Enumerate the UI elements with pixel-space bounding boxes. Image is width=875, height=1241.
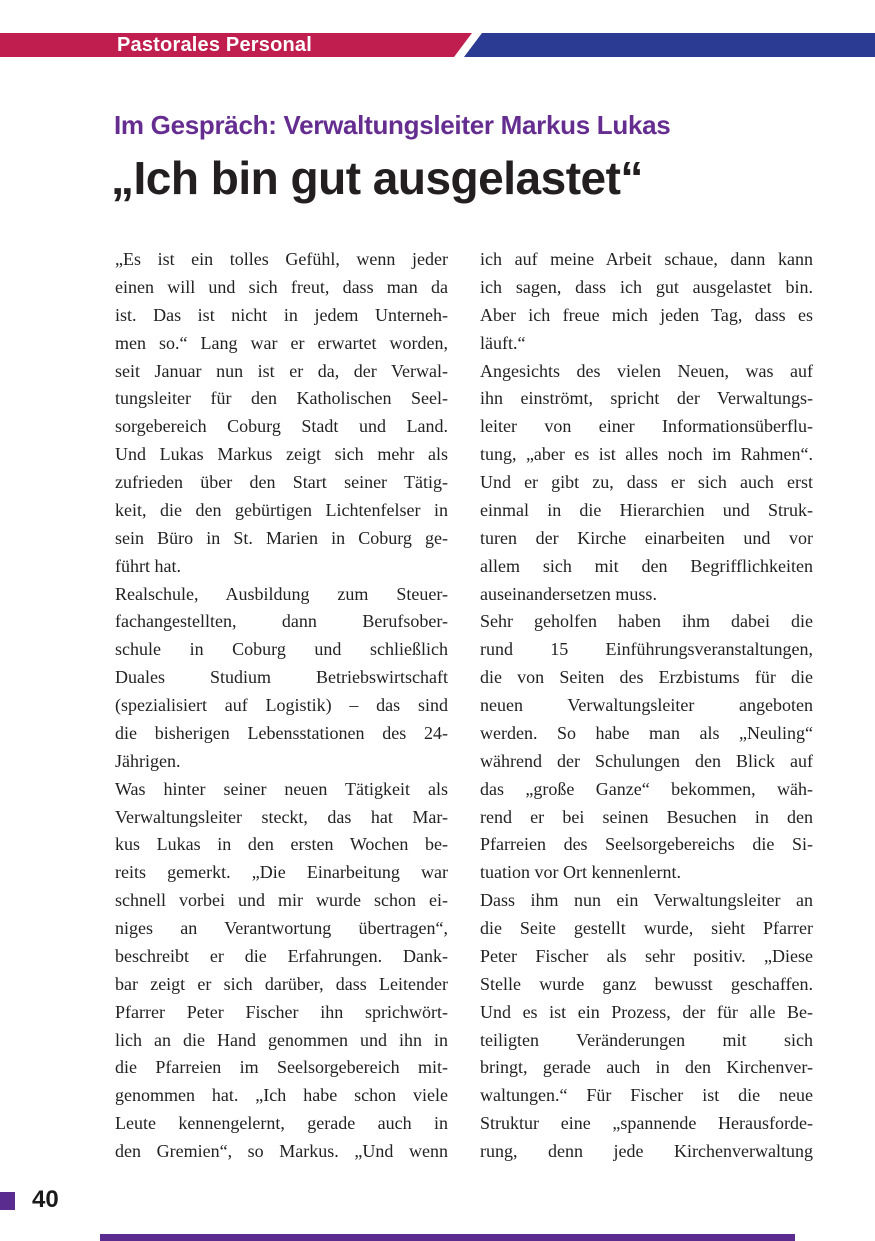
text-line: leiter von einer Informationsüberflu- [480,416,813,437]
text-line: Duales Studium Betriebswirtschaft [115,667,448,688]
text-column-right [480,246,813,1166]
section-header [0,33,875,57]
text-line: schnell vorbei und mir wurde schon ei- [115,890,448,911]
text-line: ist. Das ist nicht in jedem Unterneh- [115,304,448,325]
text-line: lich an die Hand genommen und ihn in [115,1029,448,1050]
text-line: rend er bei seinen Besuchen in den [480,806,813,827]
text-line: Realschule, Ausbildung zum Steuer- [115,583,448,604]
text-line: tung, „aber es ist alles noch im Rahmen“. [480,444,813,465]
article-headline: „Ich bin gut ausgelastet“ [111,152,643,204]
text-line: reits gemerkt. „Die Einarbeitung war [115,862,448,883]
text-line: führt hat. [115,555,181,576]
text-line: tuation vor Ort kennenlernt. [480,862,681,883]
page-number-marker [0,1192,15,1210]
text-line: Verwaltungsleiter steckt, das hat Mar- [115,806,448,827]
text-line: tungsleiter für den Katholischen Seel- [115,388,448,409]
text-line: die Seite gestellt wurde, sieht Pfarrer [480,918,813,938]
page-number: 40 [32,1186,59,1213]
text-line: Und Lukas Markus zeigt sich mehr als [115,444,448,465]
text-line: Und er gibt zu, dass er sich auch erst [480,472,813,492]
text-line: rung, denn jede Kirchenverwaltung [480,1141,813,1161]
text-line: Aber ich freue mich jeden Tag, dass es [480,304,813,325]
text-line: werden. So habe man als „Neuling“ [480,722,813,743]
article-body [115,246,813,1166]
text-line: men so.“ Lang war er erwartet worden, [115,332,448,353]
text-line: zufrieden über den Start seiner Tätig- [115,472,448,492]
text-line: Und es ist ein Prozess, der für alle Be- [480,1001,813,1022]
text-line: waltungen.“ Für Fischer ist die neue [480,1085,813,1106]
text-line: Struktur eine „spannende Herausforde- [480,1113,813,1134]
text-line: ich sagen, dass ich gut ausgelastet bin. [480,276,813,297]
text-line: allem sich mit den Begrifflichkeiten [480,555,813,576]
text-line: Was hinter seiner neuen Tätigkeit als [115,778,448,799]
text-line: das „große Ganze“ bekommen, wäh- [480,778,813,799]
text-line: die Pfarreien im Seelsorgebereich mit- [115,1057,448,1078]
text-line: sein Büro in St. Marien in Coburg ge- [115,527,448,548]
text-line: genommen hat. „Ich habe schon viele [115,1085,448,1106]
text-line: Leute kennengelernt, gerade auch in [115,1113,448,1134]
text-line: Pfarreien des Seelsorgebereichs die Si- [480,834,813,855]
text-line: während der Schulungen den Blick auf [480,750,813,771]
text-line: läuft.“ [480,332,526,353]
text-line: sorgebereich Coburg Stadt und Land. [115,416,448,437]
text-line: niges an Verantwortung übertragen“, [115,918,448,938]
text-line: schule in Coburg und schließlich [115,639,448,660]
text-line: einmal in die Hierarchien und Struk- [480,499,813,520]
text-line: seit Januar nun ist er da, der Verwal- [115,360,448,381]
text-line: bar zeigt er sich darüber, dass Leitender [115,973,448,994]
text-line: Sehr geholfen haben ihm dabei die [480,611,813,632]
text-line: Jährigen. [115,750,181,771]
text-line: bringt, gerade auch in den Kirchenver- [480,1057,813,1078]
text-line: Pfarrer Peter Fischer ihn sprichwört- [115,1001,448,1022]
text-line: neuen Verwaltungsleiter angeboten [480,695,813,715]
text-line: teiligten Veränderungen mit sich [480,1029,813,1050]
text-line: (spezialisiert auf Logistik) – das sind [115,695,448,715]
text-line: keit, die den gebürtigen Lichtenfelser in [115,499,448,520]
text-line: Angesichts des vielen Neuen, was auf [480,360,813,381]
text-line: ihn einströmt, spricht der Verwaltungs- [480,388,813,409]
text-line: kus Lukas in den ersten Wochen be- [115,834,448,855]
text-line: fachangestellten, dann Berufsober- [115,611,448,632]
text-line: Peter Fischer als sehr positiv. „Diese [480,945,813,966]
footer-rule [100,1234,795,1241]
text-line: Stelle wurde ganz bewusst geschaffen. [480,973,813,994]
text-line: rund 15 Einführungsveranstaltungen, [480,639,813,660]
text-line: auseinandersetzen muss. [480,583,657,604]
article-kicker: Im Gespräch: Verwaltungsleiter Markus Lukas [114,110,671,140]
text-line: ich auf meine Arbeit schaue, dann kann [480,249,813,269]
text-line: „Es ist ein tolles Gefühl, wenn jeder [115,249,448,269]
text-line: einen will und sich freut, dass man da [115,276,448,297]
text-line: turen der Kirche einarbeiten und vor [480,527,813,548]
text-line: Dass ihm nun ein Verwaltungsleiter an [480,890,813,911]
text-line: die von Seiten des Erzbistums für die [480,667,813,688]
text-column-left [115,246,448,1166]
text-line: den Gremien“, so Markus. „Und wenn [115,1141,448,1161]
text-line: beschreibt er die Erfahrungen. Dank- [115,945,448,966]
text-line: die bisherigen Lebensstationen des 24- [115,722,448,743]
section-title: Pastorales Personal [117,34,313,56]
